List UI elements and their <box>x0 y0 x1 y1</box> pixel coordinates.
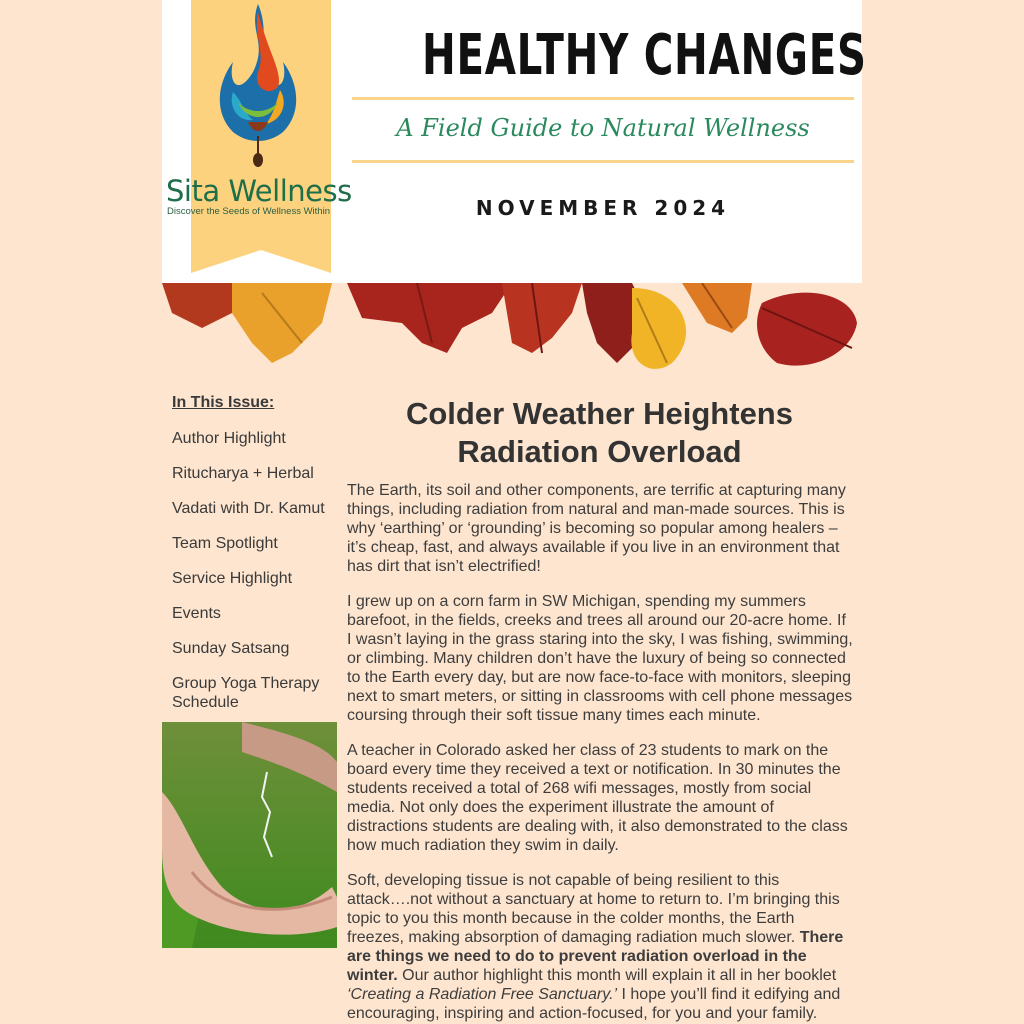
paragraph-text: I hope you’ll find it edifying and encouraging, inspiring and action-focused, for you and your family. <box>347 986 841 1022</box>
barefoot-grass-photo <box>162 722 337 948</box>
sidebar-item-vadati[interactable]: Vadati with Dr. Kamut <box>172 500 325 517</box>
divider-top <box>352 97 854 100</box>
divider-bottom <box>352 160 854 163</box>
sidebar-item-group-yoga[interactable]: Group Yoga Therapy Schedule <box>172 675 320 711</box>
article-paragraph <box>347 871 853 1023</box>
booklet-title: ‘Creating a Radiation Free Sanctuary.’ <box>347 986 618 1003</box>
sidebar-item-sunday-satsang[interactable]: Sunday Satsang <box>172 640 290 657</box>
flame-logo-icon <box>208 2 308 174</box>
sidebar-item-ritucharya-herbal[interactable]: Ritucharya + Herbal <box>172 465 314 482</box>
sidebar-item-events[interactable]: Events <box>172 605 221 622</box>
sidebar-item-team-spotlight[interactable]: Team Spotlight <box>172 535 278 552</box>
article-title: Colder Weather Heightens Radiation Overload <box>405 396 793 469</box>
newsletter-header <box>162 0 867 283</box>
autumn-leaves-banner <box>162 283 862 378</box>
sidebar-item-service-highlight[interactable]: Service Highlight <box>172 570 293 587</box>
sidebar-heading: In This Issue: <box>172 394 275 411</box>
newsletter-title: HEALTHY CHANGES <box>422 23 867 88</box>
article-paragraph: A teacher in Colorado asked her class of 23 students to mark on the board every time they received a text or notification. In 30 minutes the students received a total of 268 wifi messages, mostly from social media. Not only does the experiment illustrate the amount of distractions students are dealing with, it also demonstrated to the class how much radiation they swim in daily. <box>347 742 848 854</box>
newsletter-subtitle: A Field Guide to Natural Wellness <box>396 114 810 142</box>
paragraph-emphasis: There are things we need to do to prevent radiation overload in the winter. <box>347 929 844 984</box>
logo-wordmark: Sita Wellness <box>166 174 352 208</box>
sidebar-item-author-highlight[interactable]: Author Highlight <box>172 430 286 447</box>
logo-tagline: Discover the Seeds of Wellness Within <box>167 206 330 217</box>
article-paragraph: The Earth, its soil and other components, are terrific at capturing many things, including radiation from natural and man-made sources. This is why ‘earthing’ or ‘grounding’ is becoming so popular among healers – it’s cheap, fast, and always available if you live in an environment that has dirt that isn’t electrified! <box>347 482 846 575</box>
paragraph-text: Our author highlight this month will explain it all in her booklet <box>397 967 837 984</box>
paragraph-text: Soft, developing tissue is not capable of being resilient to this attack….not without a sanctuary at home to return to. I’m bringing this topic to you this month because in the colder months, the Earth freezes, making absorption of damaging radiation much slower. <box>347 872 840 946</box>
article-paragraph: I grew up on a corn farm in SW Michigan, spending my summers barefoot, in the fields, creeks and trees all around our 20-acre home. If I wasn’t laying in the grass staring into the sky, I was fishing, swimming, or climbing. Many children don’t have the luxury of being so connected to the Earth every day, but are now face-to-face with monitors, sleeping next to smart meters, or sitting in classrooms with cell phone messages coursing through their soft tissue many times each minute. <box>347 593 853 724</box>
issue-date: NOVEMBER 2024 <box>475 196 731 220</box>
